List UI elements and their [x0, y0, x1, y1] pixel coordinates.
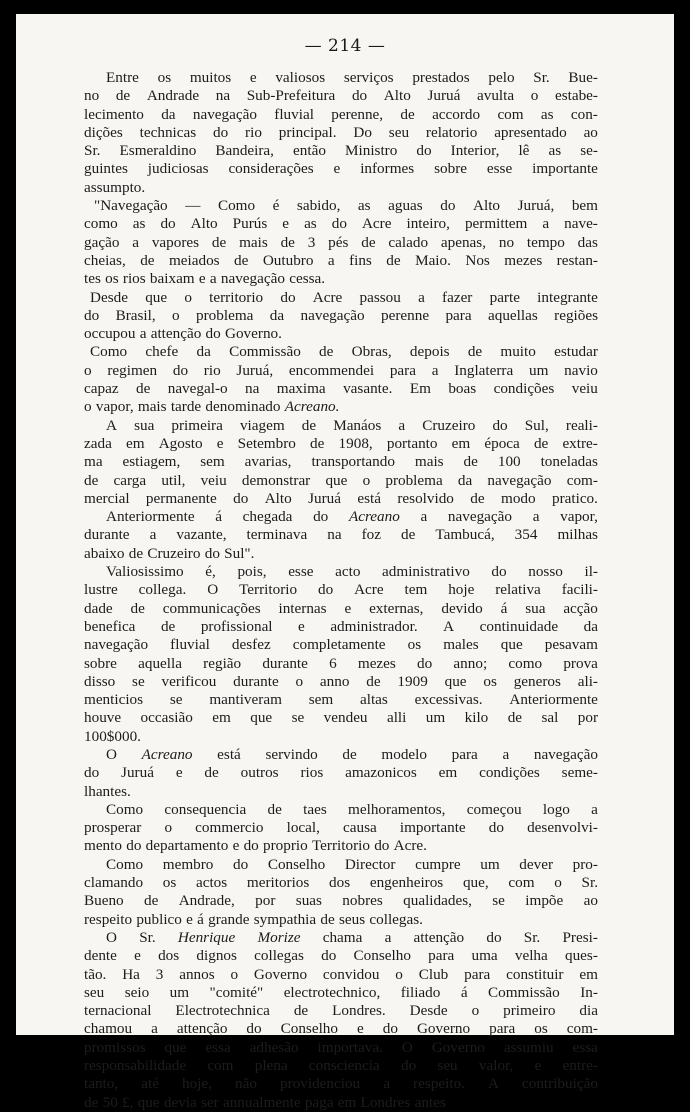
text-line: Como membro do Conselho Director cumpre um dever pro-: [106, 855, 598, 873]
text-line: o vapor, mais tarde denominado Acreano.: [84, 398, 340, 416]
text-line: abaixo de Cruzeiro do Sul".: [84, 544, 255, 562]
text-line: promissos que essa adhesão importava. O Governo assumiu essa: [84, 1038, 598, 1056]
text-line: mercial permanente do Alto Juruá está resolvido de modo pratico.: [84, 489, 598, 507]
text-line: occupou a attenção do Governo.: [84, 325, 282, 343]
text-line: Bueno de Andrade, por suas nobres qualidades, se impõe ao: [84, 892, 598, 910]
text-line: Como chefe da Commissão de Obras, depois de muito estudar: [90, 343, 598, 361]
text-line: A sua primeira viagem de Manáos a Cruzeiro do Sul, reali-: [106, 416, 598, 434]
text-line: Entre os muitos e valiosos serviços prestados pelo Sr. Bue-: [106, 69, 598, 86]
text-line: "Navegação — Como é sabido, as aguas do Alto Juruá, bem: [94, 197, 598, 215]
text-line: capaz de navegal-o na maxima vasante. Em boas condições veiu: [84, 380, 598, 398]
text-line: prosperar o commercio local, causa importante do desenvolvi-: [84, 819, 598, 837]
text-line: menticios se mantiveram sem altas excessivas. Anteriormente: [84, 691, 598, 709]
text-line: Anteriormente á chegada do Acreano a navegação a vapor,: [106, 508, 598, 526]
text-line: Valiosissimo é, pois, esse acto administrativo do nosso il-: [106, 563, 598, 581]
document-page: [16, 14, 674, 1111]
page-number: — 214 —: [304, 36, 386, 56]
text-line: Como consequencia de taes melhoramentos, começou logo a: [106, 800, 598, 818]
text-line: tanto, até hoje, não providenciou a respeito. A contribuição: [84, 1075, 598, 1093]
text-line: no de Andrade na Sub-Prefeitura do Alto Juruá avulta o estabe-: [84, 87, 598, 105]
text-line: O Sr. Henrique Morize chama a attenção do Sr. Presi-: [106, 928, 598, 946]
text-line: seu seio um "comité" electrotechnico, filiado á Commissão In-: [84, 983, 598, 1001]
text-line: mento do departamento e do proprio Territorio do Acre.: [84, 837, 427, 855]
text-line: sobre aquella região durante 6 mezes do anno; como prova: [84, 654, 598, 672]
text-line: Desde que o territorio do Acre passou a fazer parte integrante: [90, 288, 598, 306]
text-line: do Juruá e de outros rios amazonicos em condições seme-: [84, 764, 598, 782]
text-line: chamou a attenção do Conselho e do Governo para os com-: [84, 1020, 598, 1038]
text-line: ma estiagem, sem avarias, transportando mais de 100 toneladas: [84, 453, 598, 471]
text-line: guintes judiciosas considerações e informes sobre esse importante: [84, 160, 598, 178]
text-line: disso se verificou durante o anno de 1909 que os generos ali-: [84, 672, 598, 690]
text-line: O Acreano está servindo de modelo para a navegação: [106, 745, 598, 763]
text-line: tes os rios baixam e a navegação cessa.: [84, 270, 326, 288]
text-line: gação a vapores de mais de 3 pés de calado apenas, no tempo das: [84, 233, 598, 251]
text-line: ternacional Electrotechnica de Londres. Desde o primeiro dia: [84, 1002, 598, 1020]
text-line: do Brasil, o problema da navegação perenne para aquellas regiões: [84, 306, 598, 324]
text-line: houve occasião em que se vendeu alli um kilo de sal por: [84, 709, 598, 727]
text-line: clamando os actos meritorios dos engenheiros que, com o Sr.: [84, 874, 598, 892]
text-line: o regimen do rio Juruá, encommendei para a Inglaterra um navio: [84, 361, 598, 379]
text-line: assumpto.: [84, 178, 146, 196]
text-line: zada em Agosto e Setembro de 1908, portanto em época de extre-: [84, 434, 598, 452]
body-text: [84, 69, 598, 1112]
text-line: lhantes.: [84, 782, 131, 800]
text-line: durante a vazante, terminava na foz de Tambucá, 354 milhas: [84, 526, 598, 544]
text-line: lustre collega. O Territorio do Acre tem hoje relativa facili-: [84, 581, 598, 599]
text-line: dade de communicações internas e externas, devido á sua acção: [84, 599, 598, 617]
text-line: Sr. Esmeraldino Bandeira, então Ministro do Interior, lê as se-: [84, 142, 598, 160]
text-line: tão. Ha 3 annos o Governo convidou o Club para constituir em: [84, 965, 598, 983]
text-line: dições technicas do rio principal. Do seu relatorio apresentado ao: [84, 123, 598, 141]
text-line: respeito publico e á grande sympathia de seus collegas.: [84, 910, 423, 928]
text-line: como as do Alto Purús e as do Acre inteiro, permittem a nave-: [84, 215, 598, 233]
text-line: benefica de profissional e administrador. A continuidade da: [84, 617, 598, 635]
text-line: 100$000.: [84, 727, 141, 745]
text-line: de carga util, veiu demonstrar que o problema da navegação com-: [84, 471, 598, 489]
text-line: de 50 £, que devia ser annualmente paga em Londres antes: [84, 1093, 446, 1111]
text-line: navegação fluvial desfez completamente os males que pesavam: [84, 636, 598, 654]
text-line: responsabilidade com plena consciencia do seu valor, e entre-: [84, 1057, 598, 1075]
text-line: dente e dos dignos collegas do Conselho para uma velha ques-: [84, 947, 598, 965]
text-line: lecimento da navegação fluvial perenne, de accordo com as con-: [84, 105, 598, 123]
text-line: cheias, de meiados de Outubro a fins de Maio. Nos mezes restan-: [84, 251, 598, 269]
